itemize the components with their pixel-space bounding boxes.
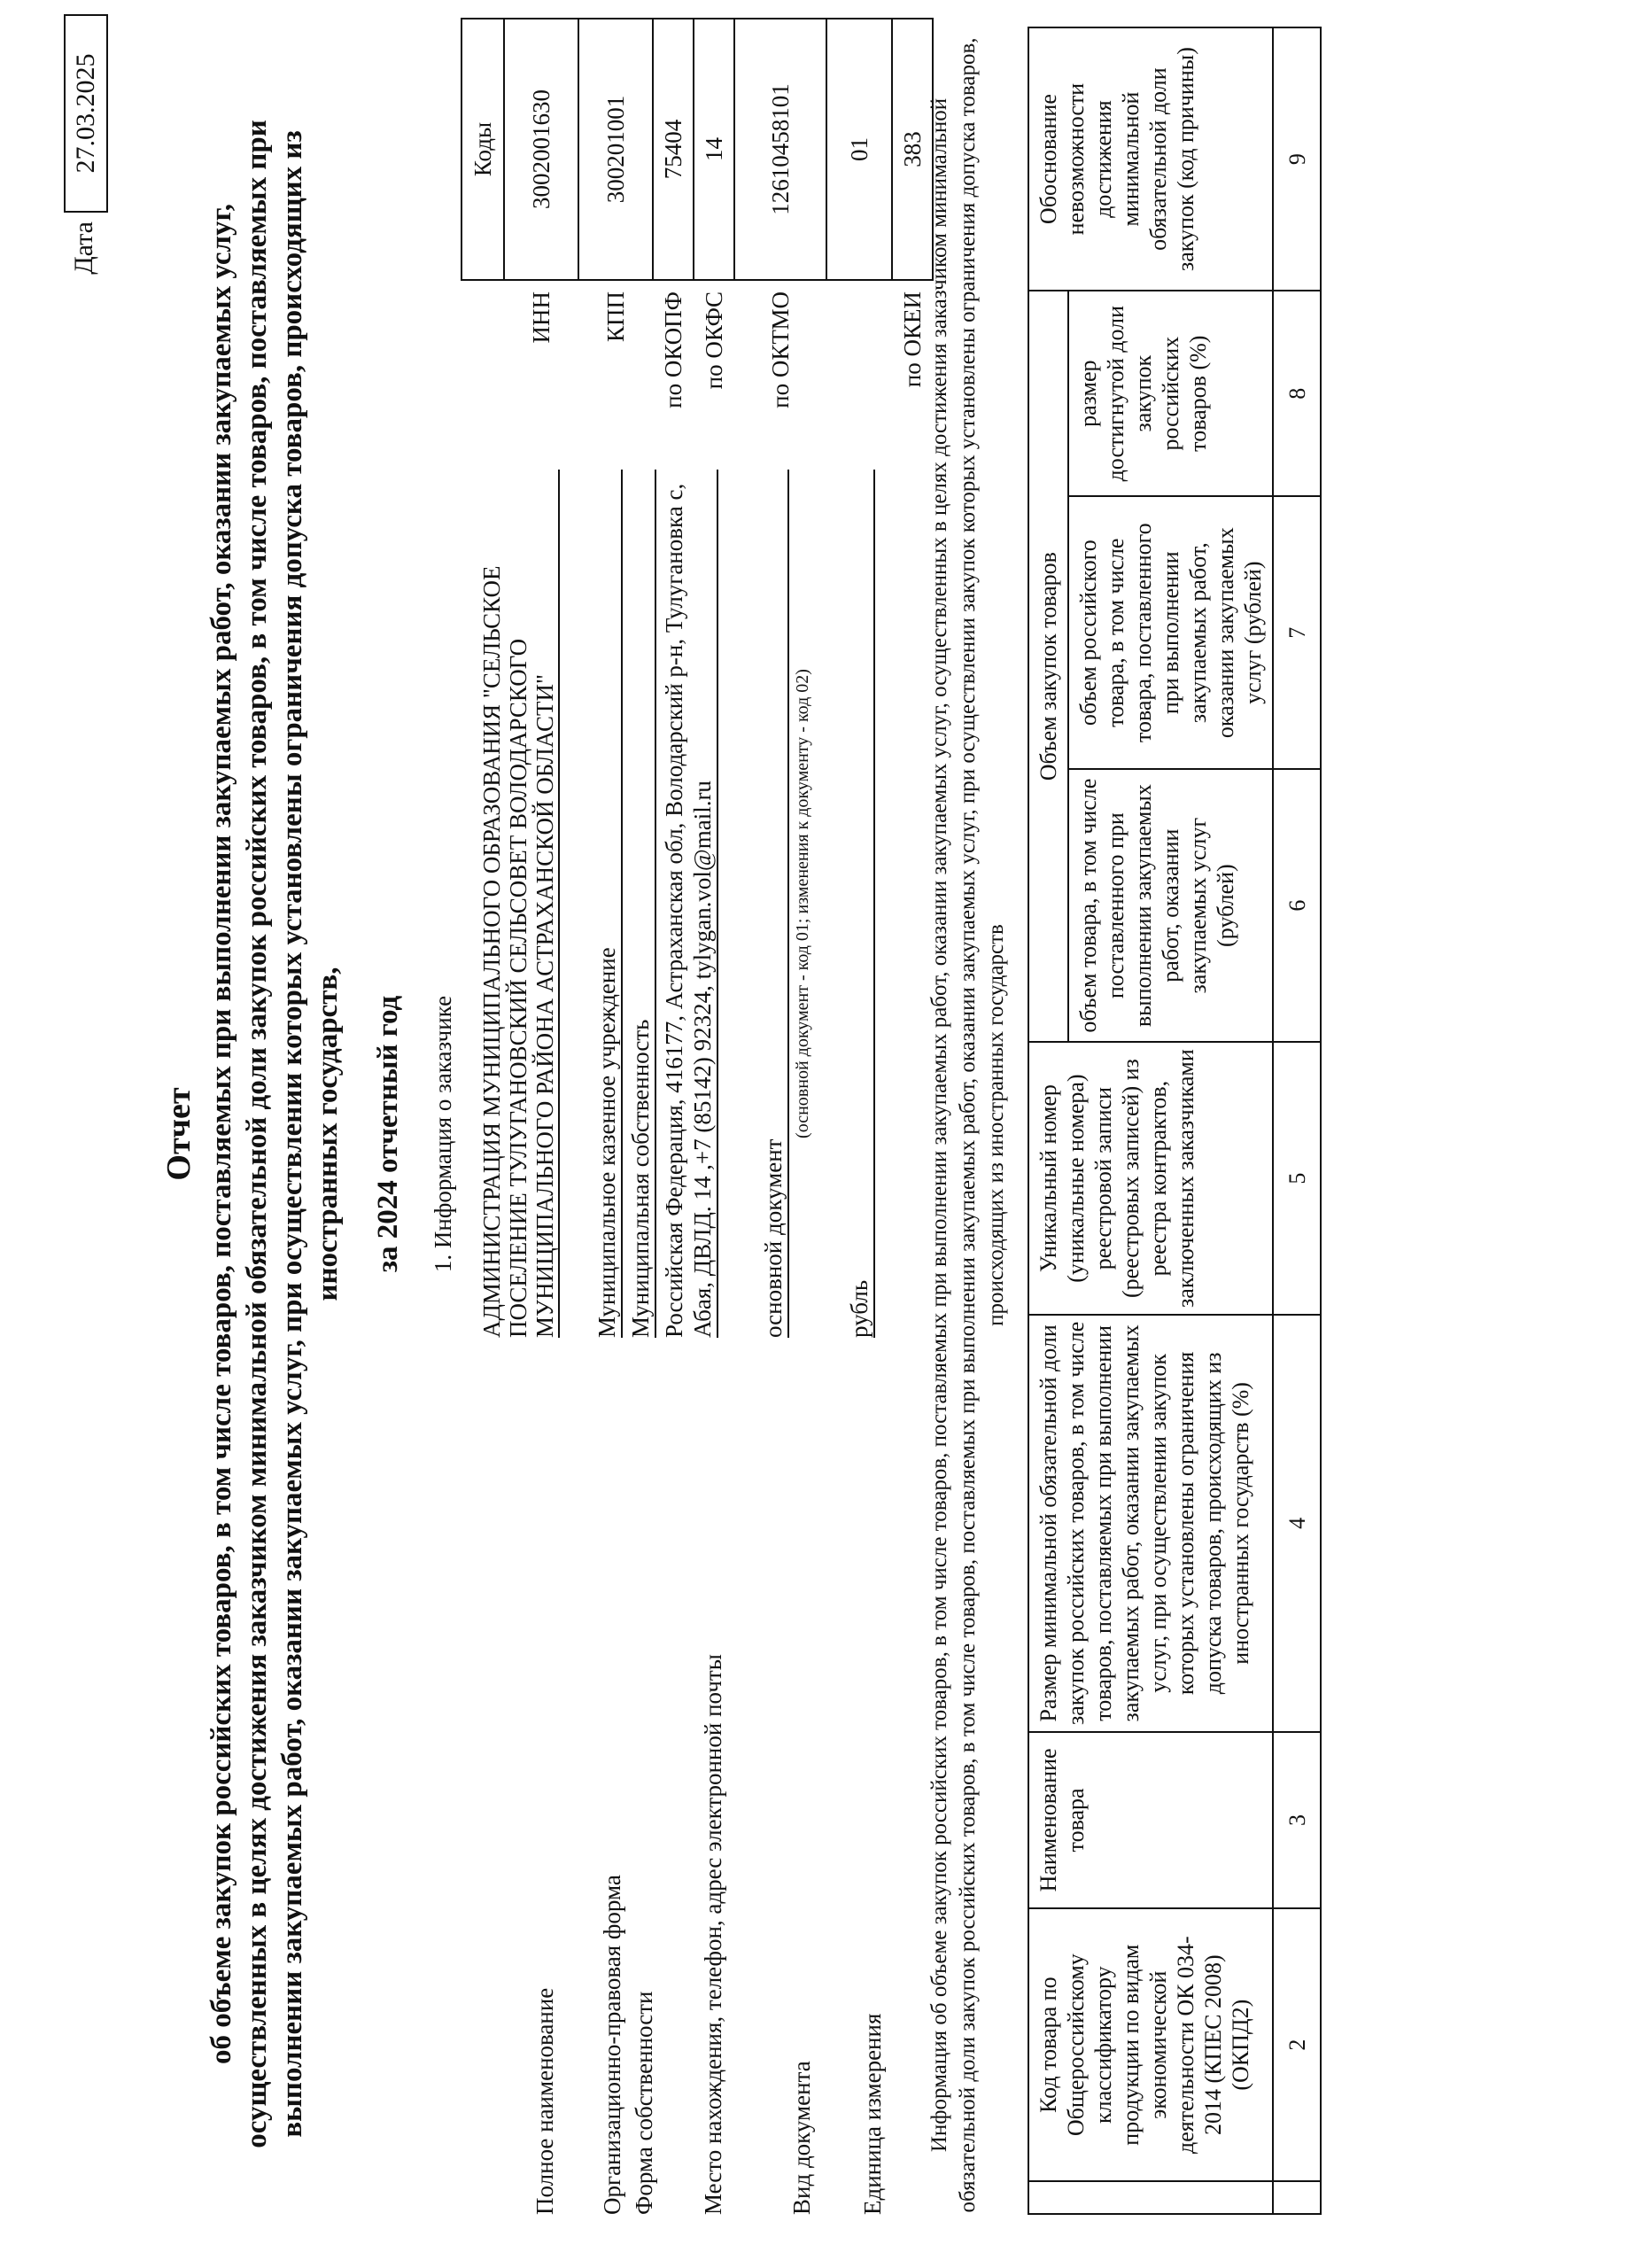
- field-label-unit: Единица измерения: [859, 2013, 886, 2215]
- col-4-header: Размер минимальной обязательной доли закупок российских товаров, в том числе товаров, поставляемых при выполнении закупаемых работ, оказании закупаемых услуг, при осуществлении закупок которых установлены ограничения допуска товаров, происходящих из иностранных государств (%): [1028, 1315, 1273, 1732]
- code-label-kpp: КПП: [601, 291, 629, 343]
- col-5-header: Уникальный номер (уникальные номера) реестровой записи (реестровых записей) из реестра контрактов, заключенных заказчиками: [1028, 1042, 1273, 1315]
- col-num: 6: [1273, 769, 1321, 1042]
- col-1-header: [1028, 2181, 1273, 2214]
- col-num: 2: [1273, 1908, 1321, 2181]
- col-3-header: Наименование товара: [1028, 1732, 1273, 1909]
- col-num-1: [1273, 2181, 1321, 2214]
- date-label: Дата: [69, 221, 98, 275]
- code-okfs: 14: [694, 19, 734, 280]
- col-2-header: Код товара по Общероссийскому классификатору продукции по видам экономической деятельности ОК 034-2014 (КПЕС 2008) (ОКПД2): [1028, 1908, 1273, 2181]
- codes-header: Коды: [461, 19, 504, 280]
- group-header: Объем закупок товаров: [1028, 291, 1068, 1042]
- field-value-full-name: АДМИНИСТРАЦИЯ МУНИЦИПАЛЬНОГО ОБРАЗОВАНИЯ "СЕЛЬСКОЕ ПОСЕЛЕНИЕ ТУЛУГАНОВСКИЙ СЕЛЬСОВЕТ ВОЛОДАРСКОГО МУНИЦИПАЛЬНОГО РАЙОНА АСТРАХАНСКОЙ ОБЛАСТИ": [478, 470, 560, 1338]
- code-label-okei: по ОКЕИ: [898, 291, 926, 388]
- field-label-org-form: Организационно-правовая форма: [599, 1875, 625, 2215]
- field-value-doc-type: основной документ: [760, 470, 789, 1338]
- field-value-address: Российская Федерация, 416177, Астраханская обл, Володарский р-н, Тулугановка с, Абая, ДВЛД. 14 ,+7 (85142) 92324, tylygan.vol@mail.ru: [660, 470, 718, 1338]
- info-paragraph: Информация об объеме закупок российских товаров, в том числе товаров, поставляемых при выполнении закупаемых работ, оказании закупаемых услуг, осуществленных в целях достижения заказчиком минимальной обязательной доли закупок российских товаров, в том числе товаров, поставляемых при выполнении закупаемых работ, оказании закупаемых услуг, при осуществлении закупок которых установлены ограничения допуска товаров, происходящих из иностранных государств: [927, 37, 1008, 2213]
- field-label-doc-type: Вид документа: [788, 2061, 815, 2215]
- code-oktmo: 12610458101: [734, 19, 826, 280]
- report-period: за 2024 отчетный год: [372, 995, 404, 1273]
- col-num: 5: [1273, 1042, 1321, 1315]
- code-label-oktmo: по ОКТМО: [766, 291, 794, 408]
- code-label-doc: [826, 280, 892, 461]
- col-num: 8: [1273, 291, 1321, 496]
- field-label-address: Место нахождения, телефон, адрес электронной почты: [700, 1654, 726, 2215]
- field-value-org-form: Муниципальное казенное учреждение: [593, 470, 623, 1338]
- codes-table: [461, 18, 934, 461]
- col-num: 9: [1273, 27, 1321, 291]
- field-value-unit: рубль: [846, 470, 875, 1338]
- code-label-okopf: по ОКОПФ: [659, 291, 686, 408]
- purchases-table: [1028, 27, 1322, 2215]
- code-inn: 3002001630: [504, 19, 578, 280]
- col-8-header: размер достигнутой доли закупок российских товаров (%): [1068, 291, 1273, 496]
- code-kpp: 300201001: [578, 19, 653, 280]
- col-6-header: объем товара, в том числе поставленного при выполнении закупаемых работ, оказании закупаемых услуг (рублей): [1068, 769, 1273, 1042]
- col-num: 3: [1273, 1732, 1321, 1909]
- code-okei: 383: [892, 19, 933, 280]
- section-heading: 1. Информация о заказчике: [430, 995, 456, 1273]
- code-doc: 01: [826, 19, 892, 280]
- report-title: Отчет: [160, 1087, 198, 1181]
- col-num: 7: [1273, 496, 1321, 769]
- field-note-doc-type: (основной документ - код 01; изменения к документу - код 02): [793, 669, 812, 1138]
- code-label-okfs: по ОКФС: [700, 291, 727, 390]
- field-label-full-name: Полное наименование: [531, 1987, 558, 2215]
- code-okopf: 75404: [653, 19, 694, 280]
- column-number-row: [1273, 27, 1321, 2214]
- col-9-header: Обоснование невозможности достижения минимальной обязательной доли закупок (код причины): [1028, 27, 1273, 291]
- report-subtitle: об объеме закупок российских товаров, в том числе товаров, поставляемых при выполнении закупаемых работ, оказании закупаемых услуг, осуществленных в целях достижения заказчиком минимальной обязательной доли закупок российских товаров, в том числе товаров, поставляемых при выполнении закупаемых работ, оказании закупаемых услуг, при осуществлении которых установлены ограничения допуска товаров, происходящих из иностранных государств,: [206, 120, 344, 2148]
- code-label-inn: ИНН: [527, 291, 555, 344]
- field-value-ownership: Муниципальная собственность: [627, 470, 656, 1338]
- field-label-ownership: Форма собственности: [631, 1991, 657, 2215]
- col-7-header: объем российского товара, в том числе товара, поставленного при выполнении закупаемых работ, оказании закупаемых услуг (рублей): [1068, 496, 1273, 769]
- col-num: 4: [1273, 1315, 1321, 1732]
- date-value: 27.03.2025: [64, 14, 108, 213]
